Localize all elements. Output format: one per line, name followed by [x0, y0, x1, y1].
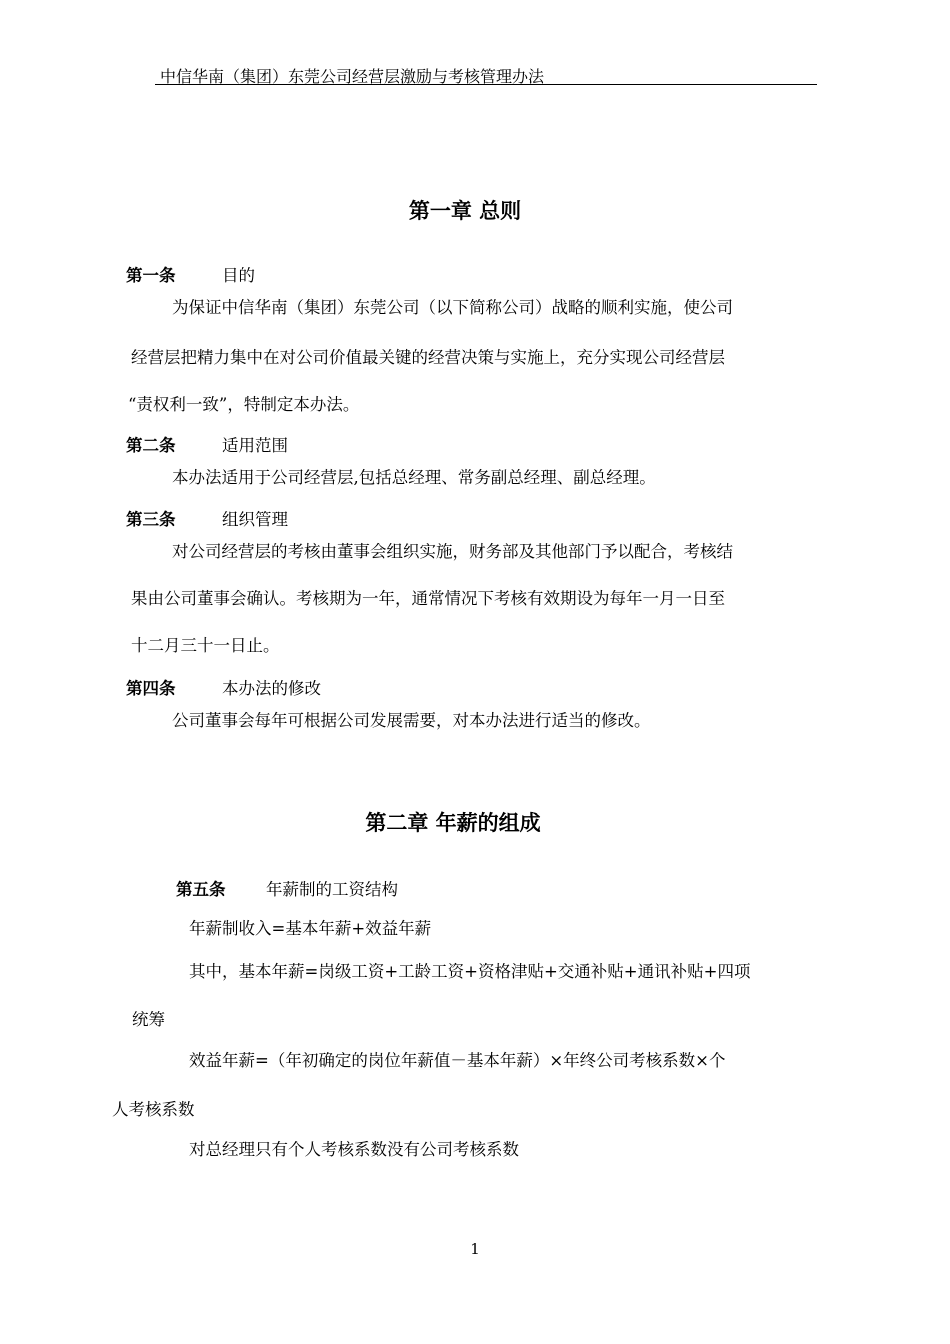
article-title: 组织管理	[222, 510, 288, 529]
body-line: 公司董事会每年可根据公司发展需要，对本办法进行适当的修改。	[172, 711, 651, 730]
article-title: 适用范围	[222, 436, 288, 455]
article-label: 第二条	[126, 436, 176, 455]
article-label: 第四条	[126, 679, 176, 698]
body-line: 年薪制收入=基本年薪+效益年薪	[189, 919, 432, 938]
body-line: “责权利一致”，特制定本办法。	[128, 395, 360, 414]
body-line: 为保证中信华南（集团）东莞公司（以下简称公司）战略的顺利实施，使公司	[172, 298, 733, 317]
body-line: 本办法适用于公司经营层,包括总经理、常务副总经理、副总经理。	[172, 468, 656, 487]
body-line: 对总经理只有个人考核系数没有公司考核系数	[189, 1140, 519, 1159]
body-line: 其中，基本年薪=岗级工资+工龄工资+资格津贴+交通补贴+通讯补贴+四项	[189, 962, 751, 981]
body-line: 人考核系数	[112, 1100, 195, 1119]
article-label: 第五条	[176, 880, 226, 899]
article-title: 年薪制的工资结构	[266, 880, 398, 899]
page-header-title: 中信华南（集团）东莞公司经营层激励与考核管理办法	[160, 67, 545, 86]
article-label: 第三条	[126, 510, 176, 529]
article-label: 第一条	[126, 266, 176, 285]
body-line: 对公司经营层的考核由董事会组织实施，财务部及其他部门予以配合，考核结	[172, 542, 733, 561]
article-title: 目的	[222, 266, 255, 285]
body-line: 经营层把精力集中在对公司价值最关键的经营决策与实施上，充分实现公司经营层	[131, 348, 725, 367]
article-title: 本办法的修改	[222, 679, 321, 698]
body-line: 十二月三十一日止。	[131, 636, 280, 655]
page-number: 1	[470, 1240, 480, 1258]
chapter-title: 第一章 总则	[408, 199, 522, 223]
chapter-title: 第二章 年薪的组成	[365, 811, 541, 835]
body-line: 统筹	[132, 1010, 165, 1029]
body-line: 果由公司董事会确认。考核期为一年，通常情况下考核有效期设为每年一月一日至	[131, 589, 725, 608]
header-rule	[155, 84, 817, 85]
body-line: 效益年薪=（年初确定的岗位年薪值－基本年薪）×年终公司考核系数×个	[189, 1051, 726, 1070]
